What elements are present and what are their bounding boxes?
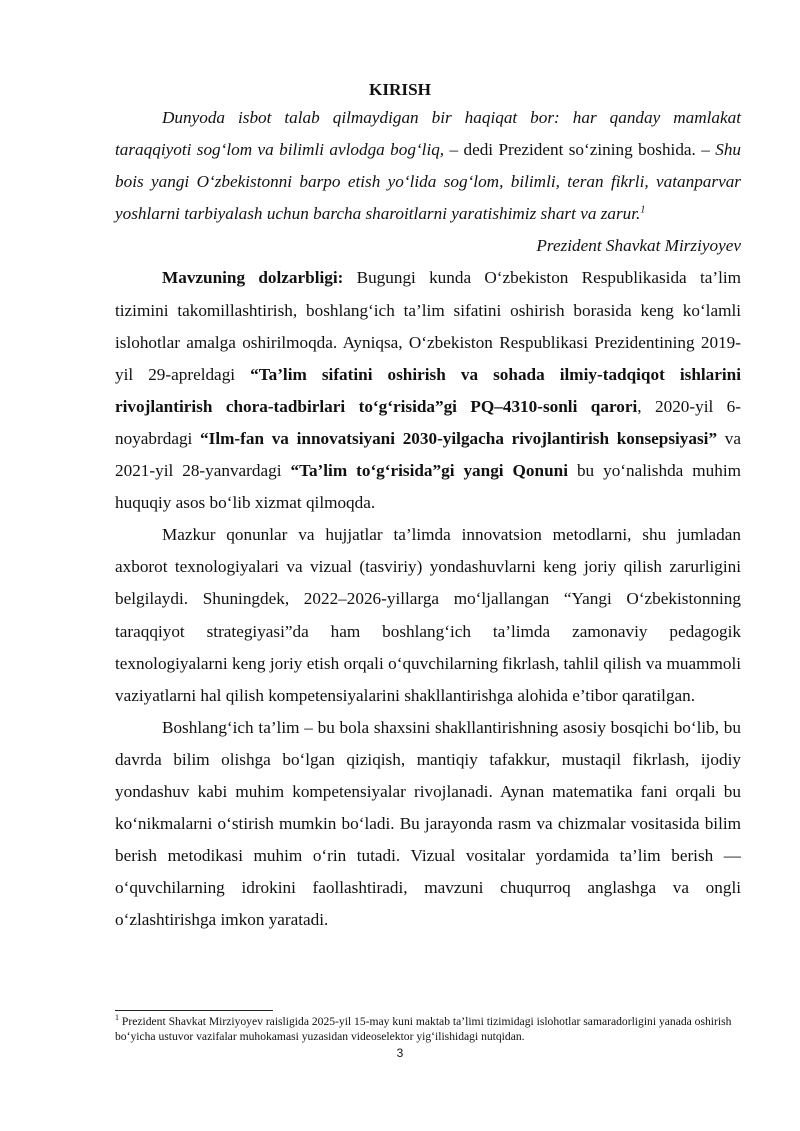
epigraph-attribution: – dedi Prezident so‘zining boshida. –: [444, 140, 716, 160]
paragraph-text: bu yo‘nalishda muhim huquqiy asos bo‘lib xizmat qilmoqda.: [115, 461, 741, 513]
footnote-separator: [115, 1010, 273, 1011]
law-title: “Ta’lim to‘g‘risida”gi yangi Qonuni: [290, 461, 568, 481]
paragraph-laws: Mazkur qonunlar va hujjatlar ta’limda innovatsion metodlarni, shu jumladan axborot texnologiyalari va vizual (tasviriy) yondashuvlarni keng joriy qilish zarurligini belgilaydi. Shuningdek, 2022–2026-yillarga mo‘ljallangan “Yangi O‘zbekistonning taraqqiyot strategiyasi”da ham boshlang‘ich ta’limda zamonaviy pedagogik texnologiyalarni keng joriy etish orqali o‘quvchilarning fikrlash, tahlil qilish va muammoli vaziyatlarni hal qilish kompetensiyalarini shakllantirishga alohida e’tibor qaratilgan.: [115, 525, 741, 705]
paragraph-text: , 2020-yil 6-noyabrdagi: [115, 396, 742, 448]
footnote: [115, 1014, 741, 1044]
epigraph-signature: Prezident Shavkat Mirziyoyev: [536, 236, 741, 256]
paragraph-text: Bugungi kunda O‘zbekiston Respublikasida ta’lim tizimini takomillashtirish, boshlang‘ich ta’lim sifatini oshirish borasida keng ko‘lamli islohotlar amalga oshirilmoqda. Ayniqsa, O‘zbekiston Respublikasi Prezidentining 2019-yil 29-apreldagi: [115, 268, 741, 384]
epigraph-italic-part-2: Shu bois yangi O‘zbekistonni barpo etish yo‘lida sog‘lom, bilimli, teran fikrli, vatanparvar yoshlarni tarbiyalash uchun barcha sharoitlarni yaratishimiz shart va zarur.: [115, 140, 741, 224]
concept-title: “Ilm-fan va innovatsiyani 2030-yilgacha rivojlantirish konsepsiyasi”: [200, 428, 718, 448]
epigraph-italic-part-1: Dunyoda isbot talab qilmaydigan bir haqiqat bor: har qanday mamlakat taraqqiyoti sog‘lom va bilimli avlodga bog‘liq,: [115, 108, 741, 160]
paragraph-primary-education: Boshlang‘ich ta’lim – bu bola shaxsini shakllantirishning asosiy bosqichi bo‘lib, bu davrda bilim olishga bo‘lgan qiziqish, mantiqiy tafakkur, mustaqil fikrlash, ijodiy yondashuv kabi muhim kompetensiyalar rivojlanadi. Aynan matematika fani orqali bu ko‘nikmalarni o‘stirish mumkin bo‘ladi. Bu jarayonda rasm va chizmalar vositasida bilim berish metodikasi muhim o‘rin tutadi. Vizual vositalar yordamida ta’lim berish — o‘quvchilarning idrokini faollashtiradi, mavzuni chuqurroq anglashga va ongli o‘zlashtirishga imkon yaratadi.: [115, 717, 741, 930]
page-number: 3: [396, 1046, 404, 1060]
section-title: KIRISH: [368, 80, 432, 99]
paragraph-text: va 2021-yil 28-yanvardagi: [115, 428, 741, 481]
footnote-text: Prezident Shavkat Mirziyoyev raisligida 2025-yil 15-may kuni maktab ta’limi tizimidagi islohotlar samaradorligini yanada oshirish bo‘yicha ustuvor vazifalar muhokamasi yuzasidan videoselektor yig‘ilishidagi nutqidan.: [115, 1015, 732, 1043]
body-text: [115, 102, 741, 936]
paragraph-lead: Mavzuning dolzarbligi:: [162, 268, 344, 288]
paragraph-relevance: [115, 262, 741, 519]
decree-title: “Ta’lim sifatini oshirish va sohada ilmiy-tadqiqot ishlarini rivojlantirish chora-tadbirlari to‘g‘risida”gi PQ–4310-sonli qarori: [115, 364, 741, 416]
footnote-mark: 1: [115, 1013, 119, 1023]
epigraph-quote: [115, 102, 741, 230]
footnote-reference: 1: [640, 204, 646, 216]
